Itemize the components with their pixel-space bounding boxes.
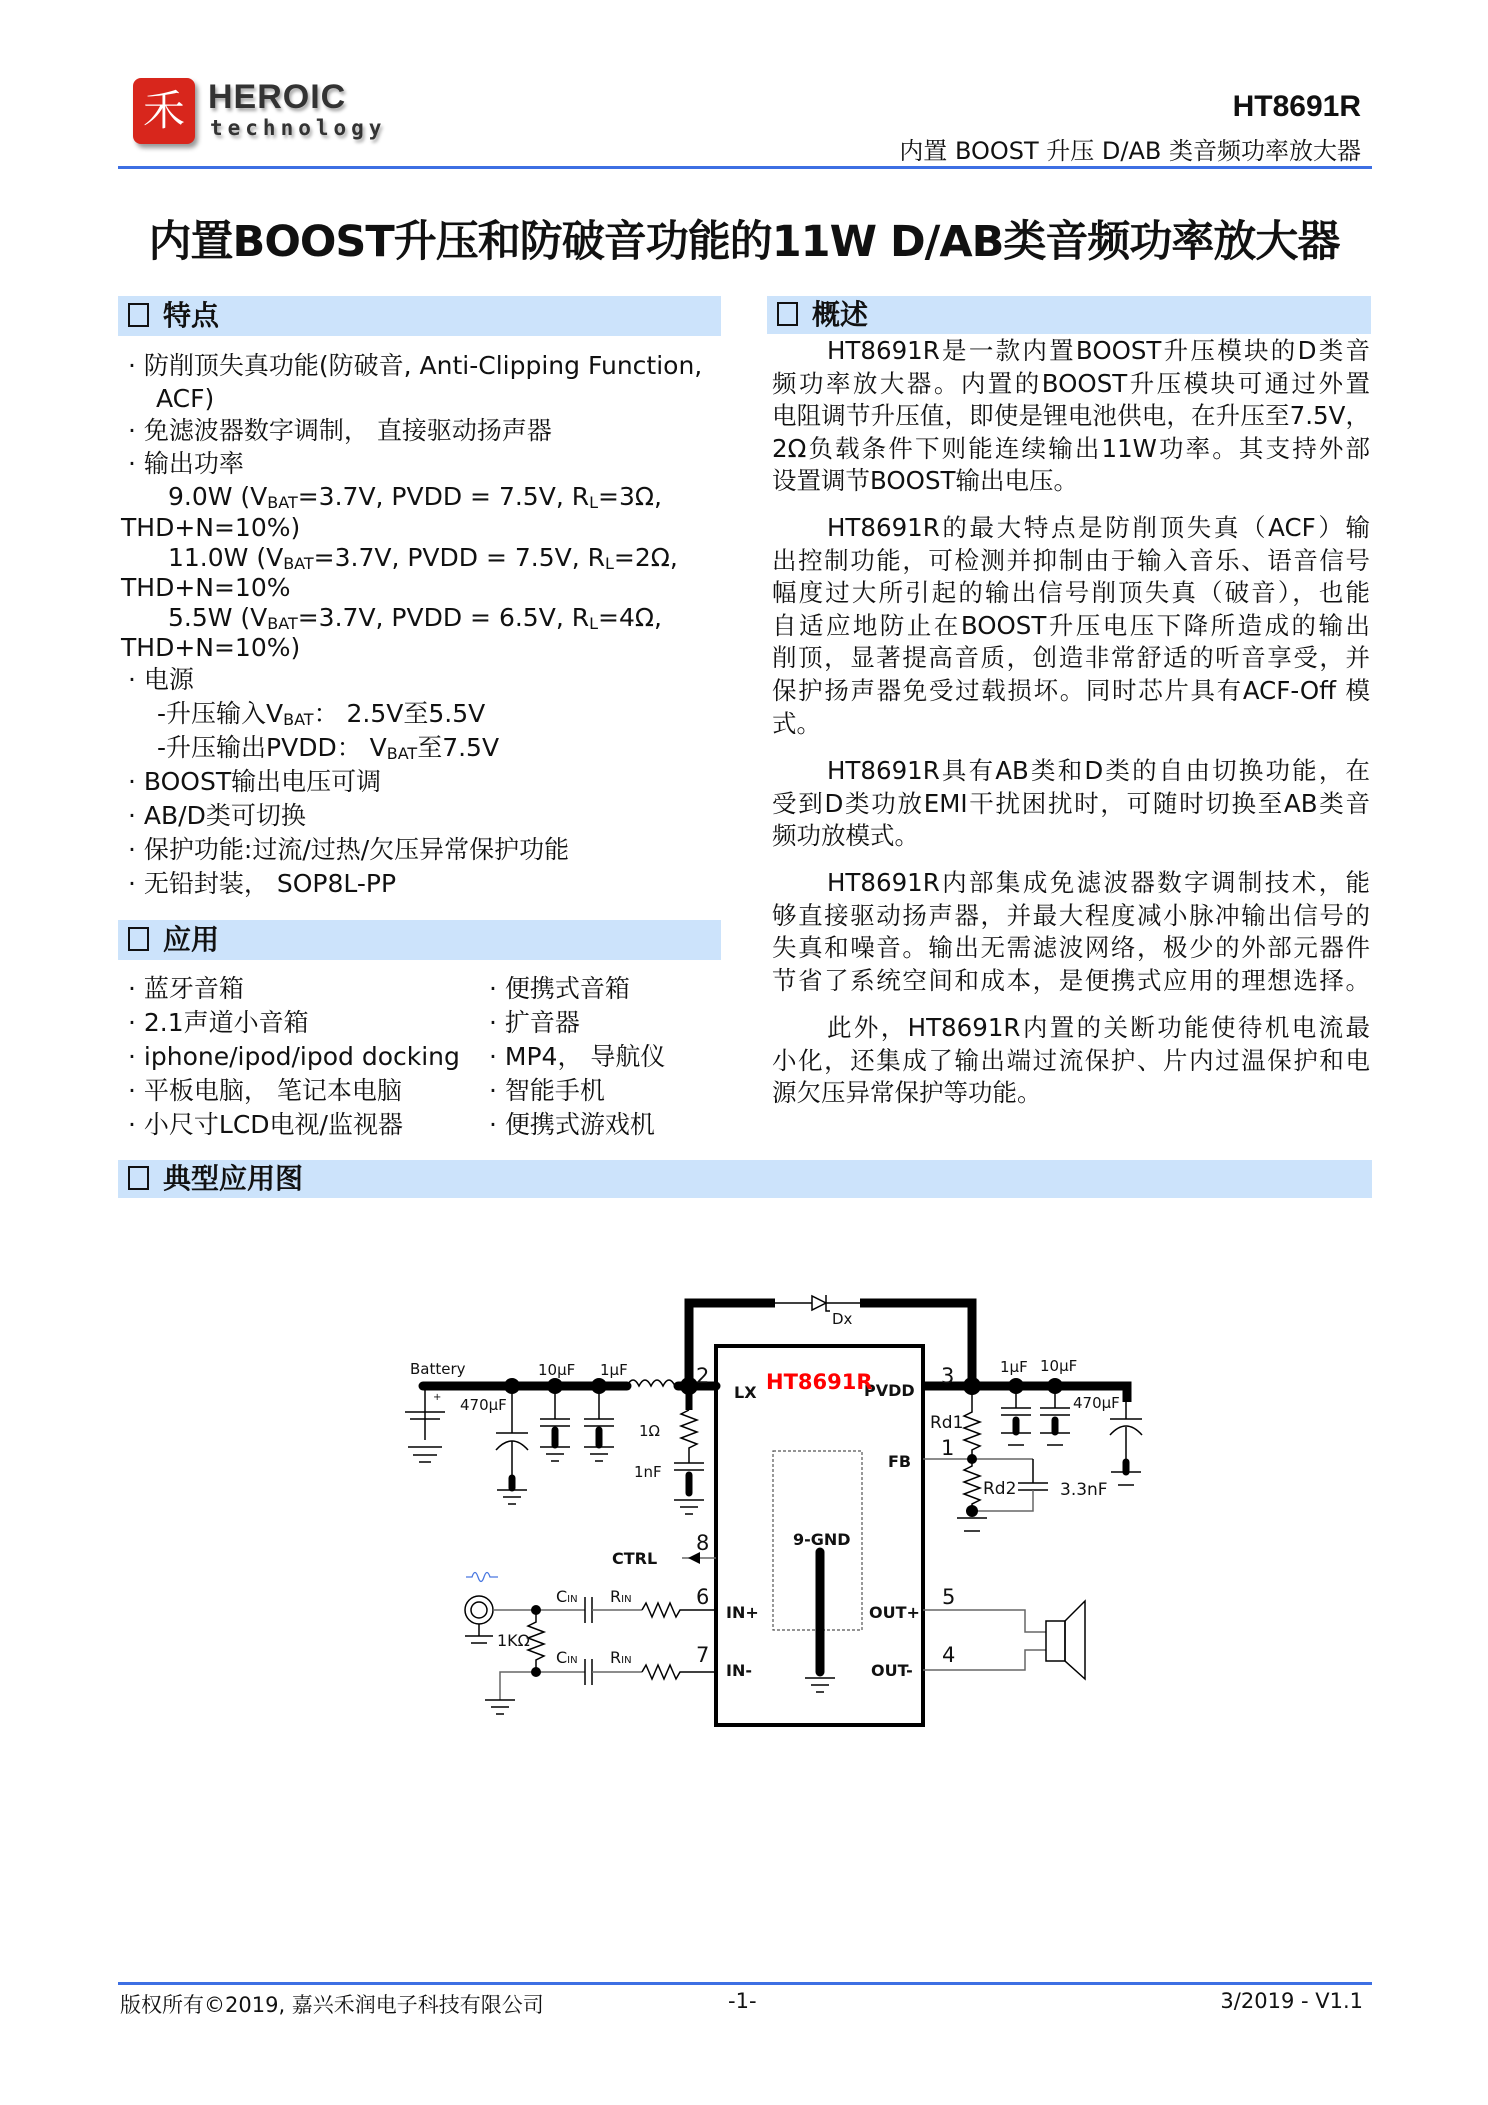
company-logo-tagline: technology — [210, 116, 387, 140]
capacitor-icon — [1040, 1386, 1070, 1445]
power-spec-5w-thd: THD+N=10%) — [121, 633, 301, 662]
pin-label-pvdd: PVDD — [864, 1381, 915, 1400]
feature-item: · AB/D类可切换 — [128, 801, 306, 830]
application-item: · 蓝牙音箱 — [128, 974, 244, 1003]
label-c470-right: 470μF — [1073, 1394, 1120, 1412]
feature-item-cont: ACF) — [156, 384, 215, 413]
pin-label-gnd: 9-GND — [793, 1530, 851, 1549]
snubber-rc — [674, 1386, 704, 1514]
application-item: · 小尺寸LCD电视/监视器 — [128, 1110, 403, 1139]
pin-number-ctrl: 8 — [696, 1531, 710, 1555]
chip-name-label: HT8691R — [766, 1370, 873, 1394]
pin-label-lx: LX — [734, 1383, 757, 1402]
power-spec-9w: 9.0W ($V_{BAT}=3.7V$, PVDD = 7.5V, $R_L=3\Omega$, — [168, 482, 662, 512]
pin-label-fb: FB — [888, 1452, 912, 1471]
pin-label-inn: IN- — [726, 1661, 752, 1680]
pin-number-outn: 4 — [942, 1643, 956, 1667]
overview-paragraph: 此外，HT8691R内置的关断功能使待机电流最 小化，还集成了输出端过流保护、片内过温保护和电 源欠压异常保护等功能。 — [772, 1013, 1370, 1108]
pin-number-inp: 6 — [696, 1585, 710, 1609]
header-subtitle: 内置 BOOST 升压 D/AB 类音频功率放大器 — [899, 137, 1361, 165]
label-dx: Dx — [832, 1310, 853, 1328]
application-item: · 智能手机 — [489, 1076, 605, 1105]
footer-divider — [118, 1982, 1372, 1985]
pin-number-inn: 7 — [696, 1643, 710, 1667]
section-title: 典型应用图 — [163, 1162, 304, 1195]
capacitor-icon — [1001, 1386, 1031, 1445]
label-r1ohm: 1Ω — [639, 1422, 661, 1440]
supply-input-range: -升压输入$V_{BAT}$： 2.5V至5.5V — [157, 699, 486, 729]
feature-item: · 防削顶失真功能(防破音, Anti-Clipping Function, — [128, 351, 703, 380]
section-title: 概述 — [812, 298, 869, 331]
label-cin-top: CIN — [556, 1587, 578, 1606]
feature-item: · 保护功能:过流/过热/欠压异常保护功能 — [128, 835, 570, 864]
label-c1-right: 1μF — [1000, 1358, 1028, 1376]
feature-item: · 无铅封装， SOP8L-PP — [128, 869, 397, 898]
header-part-number: HT8691R — [1232, 90, 1361, 123]
feature-item: · BOOST输出电压可调 — [128, 767, 382, 796]
supply-output-range: -升压输出PVDD： $V_{BAT}$至7.5V — [157, 733, 500, 763]
overview-paragraph: HT8691R具有AB类和D类的自由切换功能，在 受到D类功放EMI干扰困扰时，可随时切换至AB类音 频功放模式。 — [772, 756, 1370, 851]
power-spec-5w: 5.5W ($V_{BAT}=3.7V$, PVDD = 6.5V, $R_L=4\Omega$, — [168, 603, 662, 633]
section-title: 特点 — [163, 299, 220, 332]
label-r1k: 1KΩ — [497, 1631, 530, 1650]
label-c1nf: 1nF — [634, 1463, 662, 1481]
footer-page-number: -1- — [728, 1989, 757, 2013]
feature-item: · 免滤波器数字调制， 直接驱动扬声器 — [128, 416, 552, 445]
application-item: · 扩音器 — [489, 1008, 580, 1037]
application-item: · iphone/ipod/ipod docking — [128, 1042, 460, 1071]
pin-number-lx: 2 — [696, 1364, 710, 1388]
label-c10-right: 10μF — [1040, 1357, 1078, 1375]
application-item: · 便携式游戏机 — [489, 1110, 655, 1139]
label-cin-bottom: CIN — [556, 1648, 578, 1667]
label-battery: Battery — [410, 1360, 466, 1378]
label-c1-left: 1μF — [600, 1361, 628, 1379]
application-item: · 便携式音箱 — [489, 974, 630, 1003]
application-item: · 2.1声道小音箱 — [128, 1008, 309, 1037]
overview-paragraph: HT8691R是一款内置BOOST升压模块的D类音 频功率放大器。内置的BOOST升压模块可通过外置 电阻调节升压值，即使是锂电池供电，在升压至7.5V， 2Ω负载条件下则能连续输出11W功率。其支持外部 设置调节BOOST输出电压。 — [772, 336, 1370, 496]
pin-number-outp: 5 — [942, 1585, 956, 1609]
footer-version: 3/2019 - V1.1 — [1220, 1989, 1363, 2013]
application-item: · 平板电脑， 笔记本电脑 — [128, 1076, 402, 1105]
label-rin-bottom: RIN — [610, 1648, 632, 1667]
pin-number-pvdd: 3 — [941, 1364, 955, 1388]
capacitor-icon — [584, 1386, 614, 1461]
application-item: · MP4， 导航仪 — [489, 1042, 666, 1071]
pin-label-inp: IN+ — [726, 1603, 759, 1622]
label-rin-top: RIN — [610, 1587, 632, 1606]
speaker-icon — [923, 1601, 1085, 1679]
pin-label-outn: OUT- — [871, 1661, 913, 1680]
power-spec-9w-thd: THD+N=10%) — [121, 513, 301, 542]
overview-paragraph: HT8691R的最大特点是防削顶失真（ACF）输 出控制功能，可检测并抑制由于输入音乐、语音信号 幅度过大所引起的输出信号削顶失真（破音），也能 自适应地防止在BOOST升压电压下降所造成的输出 削顶，显著提高音质，创造非常舒适的听音享受，并 保护扬声器免受过载损坏。同时芯片具有ACF-Off 模 式。 — [772, 513, 1370, 738]
company-logo-name: HEROIC — [208, 78, 347, 116]
label-rd1: Rd1 — [930, 1413, 964, 1433]
label-c33nf: 3.3nF — [1060, 1480, 1108, 1500]
diode-icon — [812, 1296, 826, 1310]
label-c470-left: 470μF — [460, 1396, 507, 1414]
ground-icon — [805, 1678, 835, 1692]
pin-number-fb: 1 — [941, 1436, 955, 1460]
label-c10-left: 10μF — [538, 1361, 576, 1379]
label-rd2: Rd2 — [983, 1479, 1017, 1499]
label-plus: + — [433, 1392, 442, 1403]
feature-item: · 输出功率 — [128, 449, 244, 478]
input-network — [465, 1596, 716, 1714]
pin-label-outp: OUT+ — [869, 1603, 920, 1622]
feature-item: · 电源 — [128, 665, 194, 694]
power-spec-11w-thd: THD+N=10% — [121, 573, 291, 602]
section-title: 应用 — [163, 923, 220, 956]
capacitor-icon — [540, 1386, 570, 1461]
footer-copyright: 版权所有©2019, 嘉兴禾润电子科技有限公司 — [120, 1993, 544, 2017]
audio-signal-icon — [466, 1573, 498, 1582]
company-logo-seal: 禾 — [133, 78, 195, 144]
overview-paragraph: HT8691R内部集成免滤波器数字调制技术，能 够直接驱动扬声器，并最大程度减小脉冲输出信号的 失真和噪音。输出无需滤波网络，极少的外部元器件 节省了系统空间和成本，是便携式应用的理想选择。 — [772, 868, 1370, 995]
inductor — [627, 1380, 675, 1386]
pin-label-ctrl: CTRL — [612, 1549, 658, 1568]
power-spec-11w: 11.0W ($V_{BAT}=3.7V$, PVDD = 7.5V, $R_L=2\Omega$, — [168, 543, 678, 573]
electrolytic-capacitor-icon — [1110, 1400, 1142, 1485]
document-title: 内置BOOST升压和防破音功能的11W D/AB类音频功率放大器 — [148, 217, 1340, 267]
